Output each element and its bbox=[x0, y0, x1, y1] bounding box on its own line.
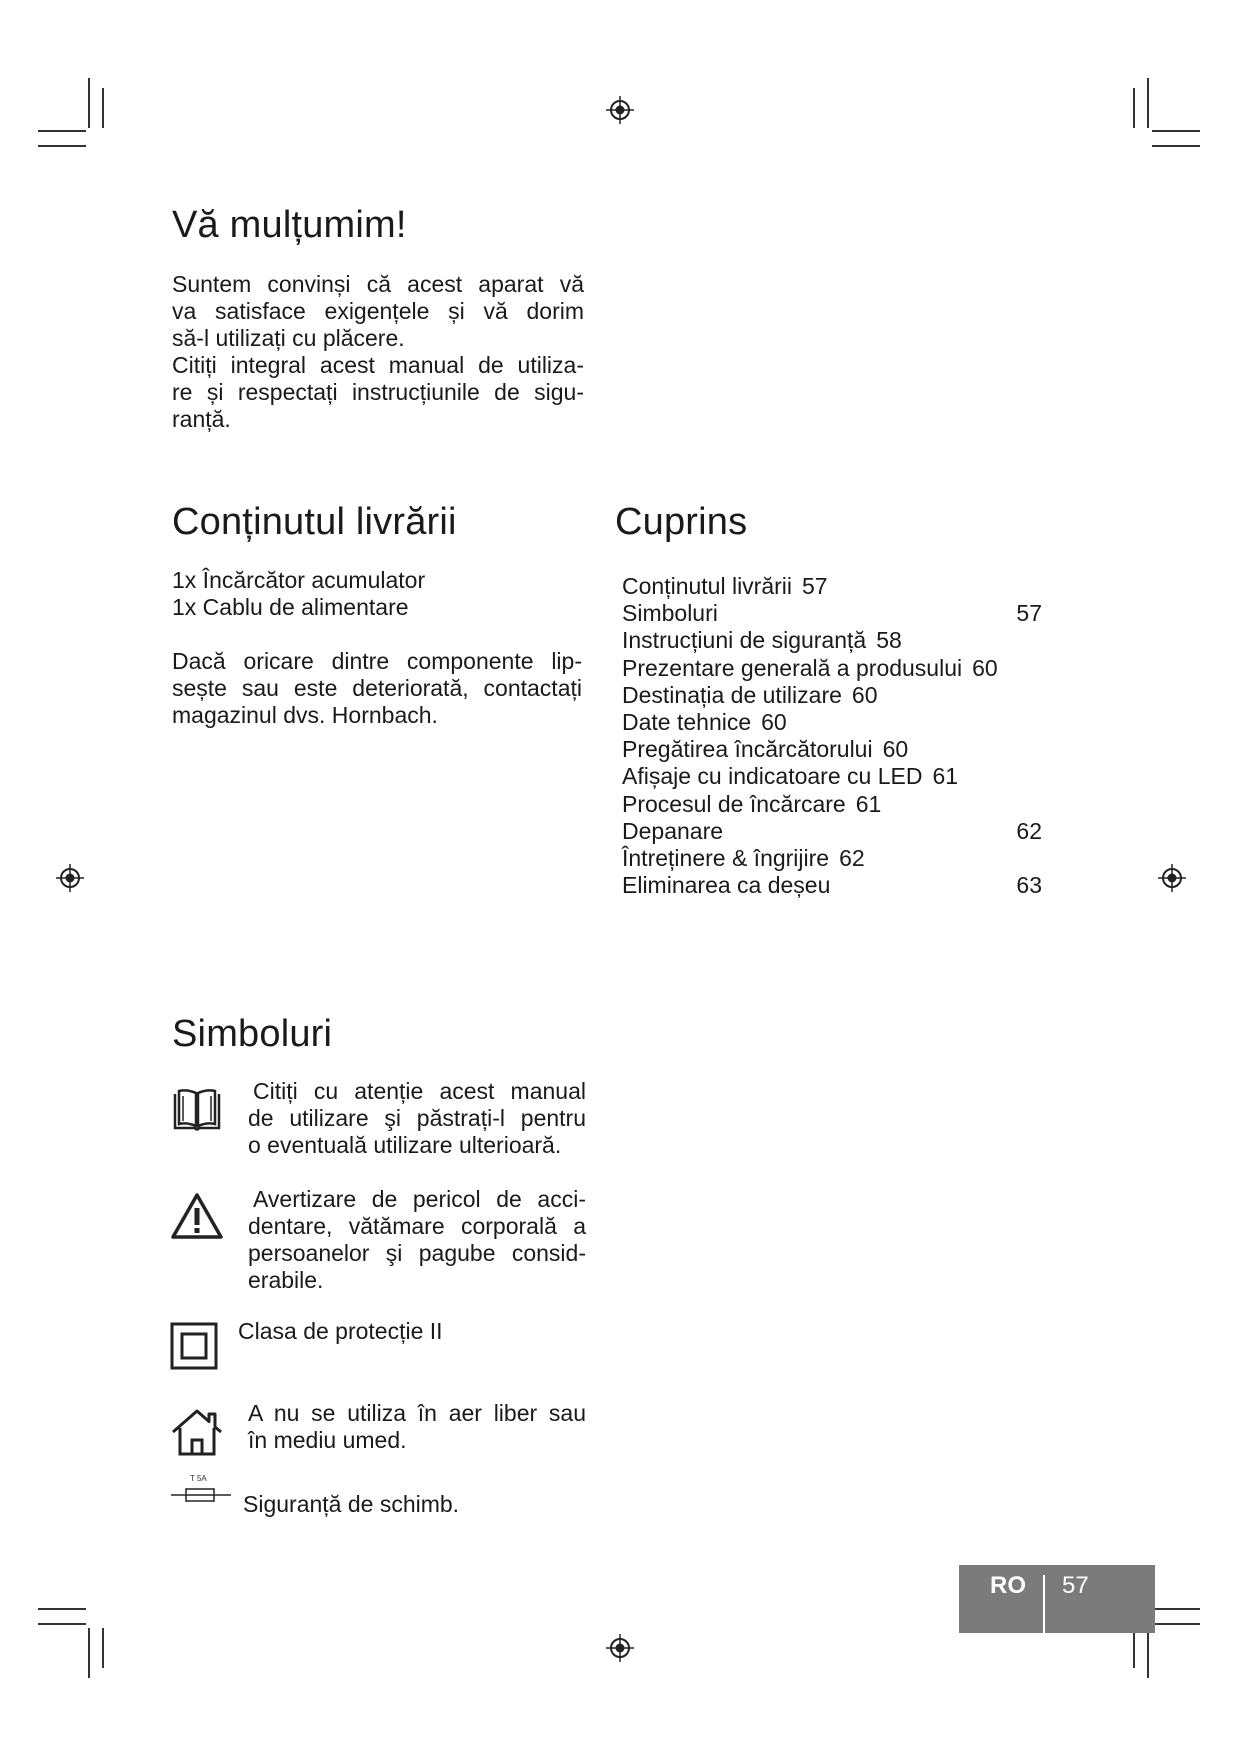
symbols-title: Simboluri bbox=[172, 1013, 333, 1055]
toc-entry[interactable] bbox=[622, 655, 1042, 682]
toc-entry[interactable] bbox=[622, 791, 1042, 818]
registration-mark-icon bbox=[55, 863, 85, 893]
crop-mark bbox=[102, 88, 104, 128]
toc-entry-label: Prezentare generală a produsului bbox=[622, 654, 963, 681]
toc-entry-page: 58 bbox=[876, 627, 902, 654]
toc-entry-page: 60 bbox=[882, 736, 909, 763]
registration-mark-icon bbox=[605, 95, 635, 125]
crop-mark bbox=[38, 130, 86, 132]
thanks-paragraph bbox=[172, 271, 584, 433]
toc-entry-label: Simboluri bbox=[622, 600, 718, 627]
delivery-items bbox=[172, 567, 425, 621]
thanks-line: re și respectați instrucțiunile de sigu- bbox=[172, 379, 584, 405]
crop-mark bbox=[102, 1628, 104, 1668]
symbol-line: o eventuală utilizare ulterioară. bbox=[248, 1132, 562, 1158]
thanks-line: să-l utilizați cu plăcere. bbox=[172, 325, 405, 351]
crop-mark bbox=[1147, 78, 1149, 128]
symbol-line: Siguranță de schimb. bbox=[243, 1491, 460, 1517]
symbol-line: de utilizare şi păstrați-l pentru bbox=[248, 1105, 586, 1131]
toc-entry-page: 63 bbox=[1016, 872, 1042, 899]
page-badge bbox=[959, 1565, 1155, 1633]
toc-entry-label: Eliminarea ca deșeu bbox=[622, 872, 831, 899]
indoor-use-house-icon bbox=[170, 1408, 224, 1458]
crop-mark bbox=[1147, 1628, 1149, 1678]
toc-entry[interactable] bbox=[622, 818, 1042, 845]
badge-divider bbox=[1043, 1575, 1045, 1633]
crop-mark bbox=[88, 78, 90, 128]
table-of-contents bbox=[622, 573, 1042, 899]
delivery-title: Conținutul livrării bbox=[172, 501, 457, 543]
protection-class-ii-icon bbox=[170, 1322, 218, 1370]
symbol-line: Clasa de protecție II bbox=[238, 1318, 443, 1344]
crop-mark bbox=[38, 145, 86, 147]
crop-mark bbox=[1152, 1623, 1200, 1625]
symbol-line: Avertizare de pericol de acci- bbox=[253, 1186, 586, 1212]
symbol-line: persoanelor şi pagube consid- bbox=[248, 1240, 586, 1266]
toc-entry-page: 57 bbox=[802, 573, 828, 599]
toc-entry-label: Depanare bbox=[622, 817, 724, 844]
delivery-item: 1x Cablu de alimentare bbox=[172, 594, 409, 620]
crop-mark bbox=[38, 1623, 86, 1625]
toc-entry-page: 61 bbox=[855, 790, 882, 817]
toc-entry[interactable] bbox=[622, 627, 1042, 654]
toc-entry-label: Instrucțiuni de siguranță bbox=[622, 627, 867, 654]
crop-mark bbox=[1152, 1608, 1200, 1610]
thanks-line: Citiți integral acest manual de utiliza- bbox=[172, 352, 584, 378]
book-icon bbox=[170, 1088, 224, 1134]
thanks-title: Vă mulțumim! bbox=[172, 204, 407, 246]
toc-entry[interactable] bbox=[622, 736, 1042, 763]
delivery-item: 1x Încărcător acumulator bbox=[172, 567, 426, 593]
toc-entry-page: 60 bbox=[761, 709, 787, 736]
symbol-line: în mediu umed. bbox=[248, 1427, 407, 1453]
crop-mark bbox=[88, 1628, 90, 1678]
symbol-description bbox=[248, 1400, 586, 1454]
toc-entry-label: Procesul de încărcare bbox=[622, 790, 846, 817]
toc-entry[interactable] bbox=[622, 709, 1042, 736]
crop-mark bbox=[1133, 88, 1135, 128]
thanks-line: ranță. bbox=[172, 406, 231, 432]
toc-entry[interactable] bbox=[622, 573, 1042, 600]
symbol-line: A nu se utiliza în aer liber sau bbox=[248, 1400, 586, 1426]
delivery-note-line: magazinul dvs. Hornbach. bbox=[172, 702, 438, 728]
symbol-line: Citiți cu atenție acest manual bbox=[253, 1078, 586, 1104]
registration-mark-icon bbox=[1157, 863, 1187, 893]
symbol-description bbox=[243, 1491, 583, 1518]
toc-entry[interactable] bbox=[622, 872, 1042, 899]
toc-entry-page: 62 bbox=[1016, 817, 1042, 844]
thanks-line: Suntem convinși că acest aparat vă bbox=[172, 271, 584, 297]
toc-entry-label: Afișaje cu indicatoare cu LED bbox=[622, 763, 923, 790]
toc-entry[interactable] bbox=[622, 845, 1042, 872]
delivery-note-line: sește sau este deteriorată, contactați bbox=[172, 675, 582, 701]
language-code: RO bbox=[990, 1572, 1026, 1599]
toc-entry[interactable] bbox=[622, 600, 1042, 627]
contents-title: Cuprins bbox=[615, 501, 748, 543]
page-number: 57 bbox=[1062, 1572, 1089, 1599]
warning-triangle-icon bbox=[170, 1192, 224, 1240]
toc-entry-page: 60 bbox=[972, 654, 998, 681]
crop-mark bbox=[1133, 1628, 1135, 1668]
toc-entry-page: 62 bbox=[839, 845, 865, 872]
registration-mark-icon bbox=[605, 1633, 635, 1663]
toc-entry-page: 60 bbox=[851, 681, 878, 708]
fuse-icon bbox=[170, 1474, 232, 1508]
crop-mark bbox=[1152, 145, 1200, 147]
toc-entry[interactable] bbox=[622, 682, 1042, 709]
toc-entry-label: Date tehnice bbox=[622, 709, 752, 736]
symbol-description bbox=[248, 1078, 586, 1159]
crop-mark bbox=[1152, 130, 1200, 132]
symbol-description bbox=[248, 1186, 586, 1294]
fuse-icon-label: T 5A bbox=[190, 1474, 207, 1483]
toc-entry-label: Destinația de utilizare bbox=[622, 681, 842, 708]
toc-entry-label: Întreținere & îngrijire bbox=[622, 845, 830, 872]
toc-entry-label: Pregătirea încărcătorului bbox=[622, 736, 873, 763]
delivery-note-line: Dacă oricare dintre componente lip- bbox=[172, 648, 582, 674]
symbol-line: erabile. bbox=[248, 1267, 324, 1293]
symbol-description bbox=[238, 1318, 578, 1345]
symbol-line: dentare, vătămare corporală a bbox=[248, 1213, 586, 1239]
toc-entry-label: Conținutul livrării bbox=[622, 573, 793, 599]
crop-mark bbox=[38, 1608, 86, 1610]
toc-entry-page: 57 bbox=[1016, 600, 1042, 627]
toc-entry-page: 61 bbox=[932, 763, 959, 790]
delivery-note bbox=[172, 648, 582, 729]
toc-entry[interactable] bbox=[622, 763, 1042, 790]
thanks-line: va satisface exigențele și vă dorim bbox=[172, 298, 584, 324]
